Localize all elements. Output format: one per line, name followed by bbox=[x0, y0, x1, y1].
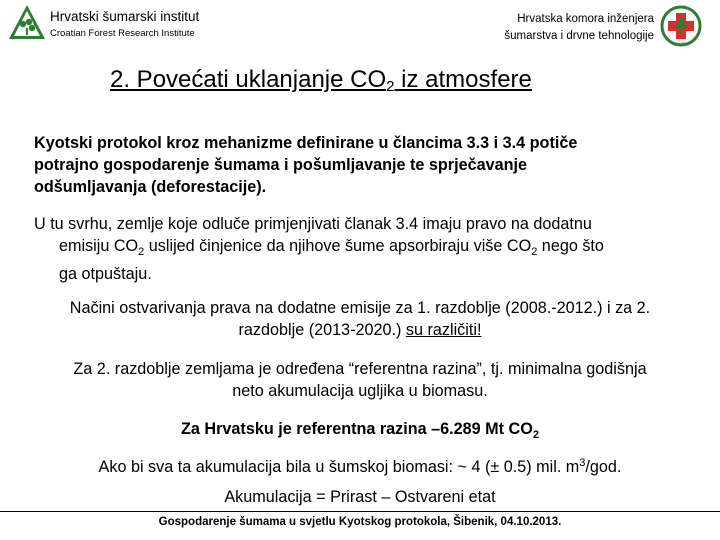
footer-text: Gospodarenje šumama u svjetlu Kyotskog protokola, Šibenik, 04.10.2013. bbox=[158, 516, 562, 528]
chamber-name-line2: šumarstva i drvne tehnologije bbox=[504, 30, 654, 42]
chamber-logo-icon bbox=[660, 4, 702, 48]
institute-logo-icon bbox=[8, 4, 46, 40]
chamber-logo-text: HKIŠDT bbox=[673, 42, 689, 47]
paragraph-article-3-4: U tu svrhu, zemlje koje odluče primjenjivati članak 3.4 imaju pravo na dodatnu emisiju $CO_2$ uslijed činjenice da njihove šume apsorbiraju više $CO_2$ nego što ga otpuštaju. bbox=[34, 215, 604, 283]
paragraph-kyoto-protocol: Kyotski protokol kroz mehanizme definirane u člancima 3.3 i 3.4 potiče potrajno gospodarenje šumama i pošumljavanje te sprječavanje odšumljavanja (deforestacije). bbox=[34, 134, 578, 196]
paragraph-accumulation-formula: Akumulacija = Prirast – Ostvareni etat bbox=[224, 488, 496, 506]
chamber-name-line1: Hrvatska komora inženjera bbox=[517, 13, 654, 25]
paragraph-biomass: Ako bi sva ta akumulacija bila u šumskoj biomasi: ~ 4 (± 0.5) mil. $m^3$/god. bbox=[98, 457, 622, 476]
chamber-name bbox=[504, 11, 654, 45]
paragraph-reference-level: Za 2. razdoblje zemljama je određena “referentna razina”, tj. minimalna godišnja neto akumulacija ugljika u biomasu. bbox=[73, 360, 647, 400]
paragraph-emission-rights: Načini ostvarivanja prava na dodatne emisije za 1. razdoblje (2008.-2012.) i za 2. razdoblje (2013-2020.) su različiti! bbox=[69, 299, 651, 339]
paragraph-croatia-level: Za Hrvatsku je referentna razina –6.289 Mt $CO_2$ bbox=[181, 420, 539, 441]
institute-subtitle: Croatian Forest Research Institute bbox=[50, 28, 195, 39]
slide-title: 2. Povećati uklanjanje $CO_2$ iz atmosfere bbox=[110, 66, 532, 95]
institute-name: Hrvatski šumarski institut bbox=[50, 9, 200, 24]
footer-divider bbox=[0, 511, 720, 512]
